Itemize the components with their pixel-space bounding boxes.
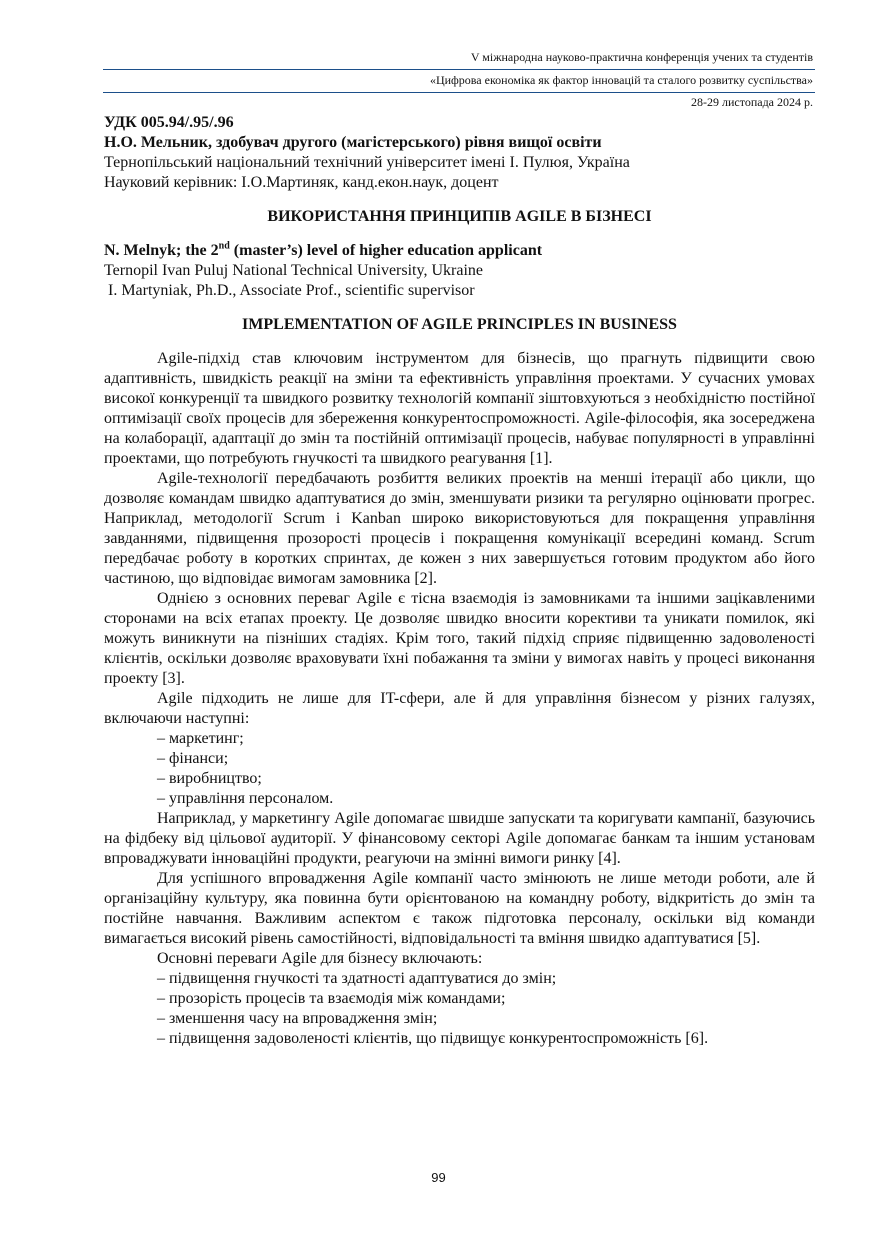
body-paragraph: Основні переваги Agile для бізнесу включають: [157, 950, 483, 967]
author-en: N. Melnyk; the 2nd (master’s) level of higher education applicant [104, 240, 543, 259]
body-paragraph: Однією з основних переваг Agile є тісна взаємодія із замовниками та іншими зацікавленими сторонами на всіх етапах проекту. Це дозволяє швидко вносити корективи та уникати помилок, які можуть виникнути на пізніших стадіях. Крім того, такий підхід сприяє підвищенню задоволеності клієнтів, оскільки дозволяє враховувати їхні побажання та зміни у вимогах навіть у процесі виконання проекту [3]. [104, 590, 815, 687]
body-paragraph: Наприклад, у маркетингу Agile допомагає швидше запускати та коригувати кампанії, базуючись на фідбеку від цільової аудиторії. У фінансовому секторі Agile допомагає банкам та іншим установам впроваджувати інноваційні продукти, реагуючи на змінні вимоги ринку [4]. [104, 810, 815, 867]
affiliation-en: Ternopil Ivan Puluj National Technical University, Ukraine [104, 262, 483, 279]
author-uk: Н.О. Мельник, здобувач другого (магістерського) рівня вищої освіти [104, 134, 602, 151]
body-paragraph: Для успішного впровадження Agile компанії часто змінюють не лише методи роботи, але й організаційну культуру, яка повинна бути орієнтованою на командну роботу, відкритість до змін та постійне навчання. Важливим аспектом є також підготовка персоналу, оскільки від команди вимагається високий рівень самостійності, відповідальності та вміння швидко адаптуватися [5]. [104, 870, 815, 947]
body-paragraph: Agile-підхід став ключовим інструментом для бізнесів, що прагнуть підвищити свою адаптивність, швидкість реакції на зміни та ефективність управління проектами. У сучасних умовах високої конкуренції та швидкого розвитку технологій компанії зіштовхуються з необхідністю постійної оптимізації своїх процесів для збереження конкурентоспроможності. Agile-філософія, яка зосереджена на колаборації, адаптації до змін та постійній оптимізації процесів, набуває популярності в управлінні проектами, що потребують гнучкості та швидкого реагування [1]. [104, 350, 815, 467]
udc-code: УДК 005.94/.95/.96 [104, 114, 234, 131]
list-item: – прозорість процесів та взаємодія між командами; [157, 990, 506, 1007]
affiliation-uk: Тернопільський національний технічний університет імені І. Пулюя, Україна [104, 154, 630, 171]
paper-body [104, 113, 815, 1049]
list-item: – підвищення задоволеності клієнтів, що підвищує конкурентоспроможність [6]. [157, 1030, 709, 1047]
conference-theme: «Цифрова економіка як фактор інновацій та сталого розвитку суспільства» [429, 73, 813, 87]
supervisor-uk: Науковий керівник: І.О.Мартиняк, канд.екон.наук, доцент [104, 174, 499, 191]
body-paragraph: Agile-технології передбачають розбиття великих проектів на менші ітерації або цикли, що дозволяє командам швидко адаптуватися до змін, зменшувати ризики та регулярно оцінювати прогрес. Наприклад, методології Scrum і Kanban широко використовуються для покращення управління завданнями, підвищення прозорості процесів і покращення комунікації всередині команд. Scrum передбачає роботу в коротких спринтах, де кожен з них завершується готовим продуктом або його частиною, що відповідає вимогам замовника [2]. [104, 470, 815, 587]
list-item: – фінанси; [157, 750, 229, 767]
supervisor-en: I. Martyniak, Ph.D., Associate Prof., scientific supervisor [104, 282, 475, 299]
title-en: IMPLEMENTATION OF AGILE PRINCIPLES IN BUSINESS [242, 316, 677, 333]
conference-dates: 28-29 листопада 2024 р. [691, 95, 813, 109]
list-item: – управління персоналом. [157, 790, 334, 807]
header-rule [103, 69, 815, 70]
conference-name: V міжнародна науково-практична конференція учених та студентів [470, 50, 813, 64]
list-item: – підвищення гнучкості та здатності адаптуватися до змін; [157, 970, 557, 987]
page-number: 99 [431, 1170, 446, 1185]
list-item: – виробництво; [157, 770, 262, 787]
running-header [103, 50, 815, 109]
body-paragraph: Agile підходить не лише для IT-сфери, але й для управління бізнесом у різних галузях, включаючи наступні: [104, 690, 815, 727]
list-item: – маркетинг; [157, 730, 244, 747]
benefits-list [104, 969, 815, 1049]
header-rule [103, 92, 815, 93]
list-item: – зменшення часу на впровадження змін; [157, 1010, 438, 1027]
title-uk: ВИКОРИСТАННЯ ПРИНЦИПІВ AGILE В БІЗНЕСІ [267, 208, 652, 225]
industries-list [104, 729, 815, 809]
